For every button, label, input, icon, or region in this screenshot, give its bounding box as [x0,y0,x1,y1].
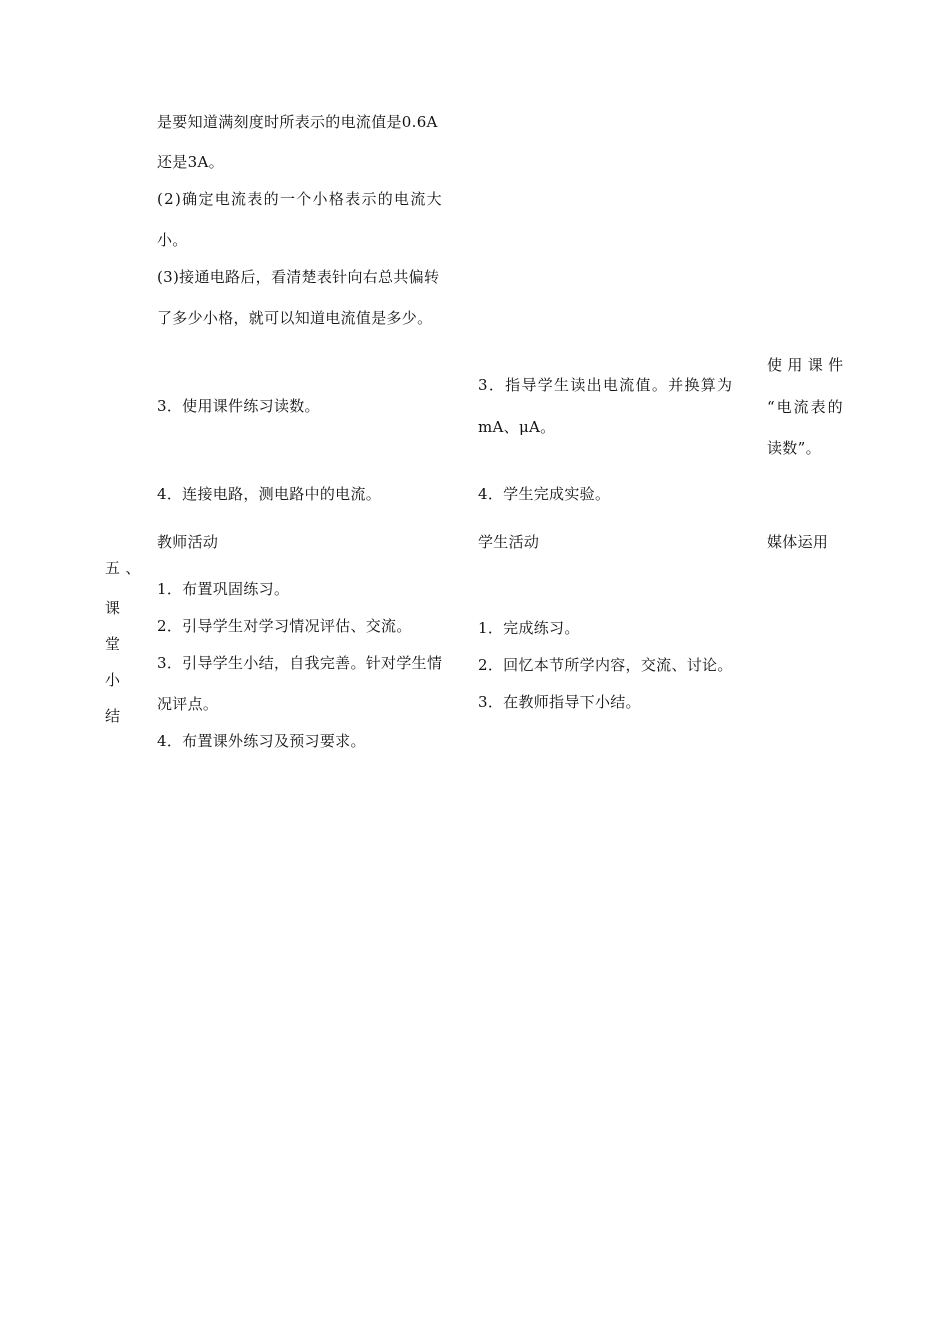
section-title-char: 课 [105,599,121,617]
student-step-3-line: mA、μA。 [478,418,556,436]
section-title-char: 结 [105,707,121,725]
media-note-line: “电流表的 [767,398,845,416]
teacher-text-line: 了多少小格，就可以知道电流值是多少。 [157,309,433,327]
header-student-activity: 学生活动 [478,533,540,551]
section-title-char: 小 [105,671,121,689]
student-activity-item: 1．完成练习。 [478,619,580,637]
teacher-text-line: 还是3A。 [157,153,224,171]
media-note-line: 使 用 课 件 [767,356,844,374]
teacher-activity-item: 3．引导学生小结，自我完善。针对学生情 [157,654,443,672]
section-title-char: 堂 [105,635,121,653]
header-media-usage: 媒体运用 [767,533,829,551]
student-step-4: 4．学生完成实验。 [478,485,611,503]
student-step-3-line: 3．指导学生读出电流值。并换算为 [478,376,734,394]
teacher-step-3: 3．使用课件练习读数。 [157,397,320,415]
section-title-char: 五 、 [105,559,141,577]
header-teacher-activity: 教师活动 [157,533,219,551]
teacher-step-4: 4．连接电路，测电路中的电流。 [157,485,382,503]
teacher-text-line: (2)确定电流表的一个小格表示的电流大 [157,190,443,208]
student-activity-item: 2．回忆本节所学内容，交流、讨论。 [478,656,733,674]
teacher-text-line: 小。 [157,231,188,249]
media-note-line: 读数”。 [767,439,821,457]
teacher-activity-item: 况评点。 [157,695,219,713]
teacher-activity-item: 2．引导学生对学习情况评估、交流。 [157,617,412,635]
student-activity-item: 3．在教师指导下小结。 [478,693,641,711]
teacher-text-line: 是要知道满刻度时所表示的电流值是0.6A [157,113,438,131]
teacher-activity-item: 4．布置课外练习及预习要求。 [157,732,366,750]
teacher-text-line: (3)接通电路后，看清楚表针向右总共偏转 [157,268,440,286]
teacher-activity-item: 1．布置巩固练习。 [157,580,290,598]
